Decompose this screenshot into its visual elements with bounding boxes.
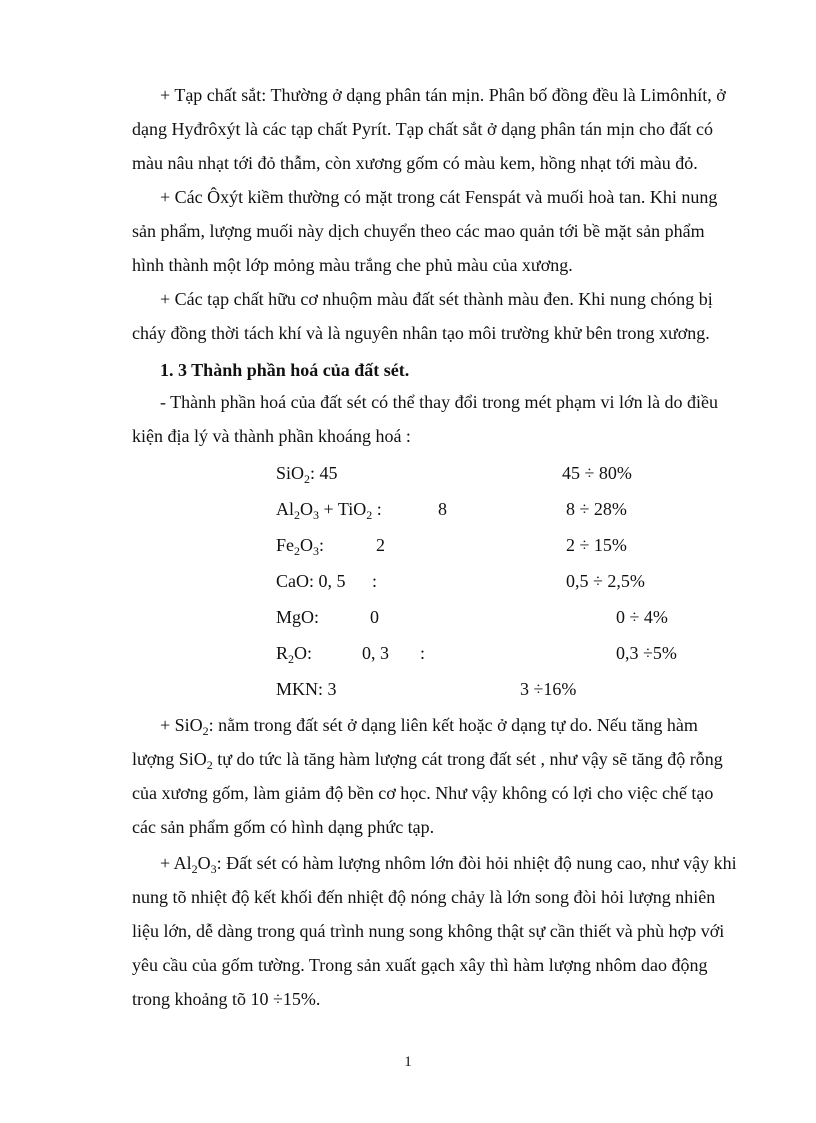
formula-part: O: bbox=[294, 643, 313, 663]
subscript: 2 bbox=[304, 472, 311, 486]
text-part: : Đất sét có hàm lượng nhôm lớn đòi hỏi nhiệt độ nung cao, như vậy khi bbox=[216, 853, 737, 873]
text-line: màu nâu nhạt tới đỏ thẫm, còn xương gốm có màu kem, hồng nhạt tới màu đỏ. bbox=[132, 153, 698, 173]
paragraph-alkali-oxides bbox=[132, 180, 759, 282]
text-line: cháy đồng thời tách khí và là nguyên nhân tạo môi trường khử bên trong xương. bbox=[132, 323, 710, 343]
paragraph-sio2 bbox=[132, 708, 759, 844]
paragraph-composition-intro bbox=[132, 385, 759, 453]
text-line bbox=[132, 742, 759, 776]
text-part: tự do tức là tăng hàm lượng cát trong đất sét , như vậy sẽ tăng độ rỗng bbox=[212, 749, 723, 769]
subscript: 2 bbox=[294, 544, 300, 558]
row-cao-colon: : bbox=[372, 571, 378, 591]
row-r2o-label bbox=[276, 636, 312, 670]
subscript: 2 bbox=[202, 724, 209, 738]
text-line: + Các tạp chất hữu cơ nhuộm màu đất sét thành màu đen. Khi nung chóng bị bbox=[160, 289, 713, 309]
subscript: 3 bbox=[210, 862, 217, 876]
subscript: 3 bbox=[313, 544, 319, 558]
formula-part: O bbox=[300, 535, 313, 555]
row-al2o3-label bbox=[276, 492, 382, 526]
row-cao-range: 0,5 ÷ 2,5% bbox=[566, 571, 645, 591]
text-line: hình thành một lớp mỏng màu trắng che phủ màu của xương. bbox=[132, 255, 573, 275]
row-mkn-label: MKN: 3 bbox=[276, 679, 337, 699]
paragraph-iron-impurities bbox=[132, 78, 759, 180]
row-r2o-value: 0, 3 bbox=[362, 643, 389, 663]
text-line: kiện địa lý và thành phần khoáng hoá : bbox=[132, 426, 411, 446]
formula-part: SiO bbox=[276, 463, 305, 483]
row-sio2-label bbox=[276, 456, 338, 490]
subscript: 2 bbox=[294, 508, 300, 522]
subscript: 2 bbox=[206, 758, 213, 772]
text-line bbox=[132, 846, 759, 880]
formula-part: R bbox=[276, 643, 289, 663]
formula-part: : bbox=[372, 499, 382, 519]
text-line: nung tõ nhiệt độ kết khối đến nhiệt độ nóng chảy là lớn song đòi hỏi lượng nhiên bbox=[132, 887, 716, 907]
text-part: + Al bbox=[160, 853, 192, 873]
row-mgo-label: MgO: bbox=[276, 607, 320, 627]
formula-part: Fe bbox=[276, 535, 294, 555]
text-line: trong khoảng tõ 10 ÷15%. bbox=[132, 989, 321, 1009]
text-line: của xương gốm, làm giảm độ bền cơ học. Như vậy không có lợi cho việc chế tạo bbox=[132, 783, 714, 803]
paragraph-al2o3 bbox=[132, 846, 759, 1016]
row-r2o-colon: : bbox=[420, 643, 426, 663]
formula-part: Al bbox=[276, 499, 294, 519]
subscript: 3 bbox=[313, 508, 319, 522]
subscript: 2 bbox=[366, 508, 373, 522]
row-al2o3-range: 8 ÷ 28% bbox=[566, 499, 627, 519]
row-al2o3-value: 8 bbox=[438, 499, 447, 519]
section-heading: 1. 3 Thành phần hoá của đất sét. bbox=[160, 360, 410, 380]
text-line: + Tạp chất sắt: Thường ở dạng phân tán mịn. Phân bố đồng đều là Limônhít, ở bbox=[160, 85, 726, 105]
subscript: 2 bbox=[288, 652, 295, 666]
formula-part: : bbox=[319, 535, 325, 555]
text-line: các sản phẩm gốm có hình dạng phức tạp. bbox=[132, 817, 435, 837]
formula-part: : 45 bbox=[310, 463, 338, 483]
text-line: yêu cầu của gốm tường. Trong sản xuất gạch xây thì hàm lượng nhôm dao động bbox=[132, 955, 708, 975]
row-fe2o3-range: 2 ÷ 15% bbox=[566, 535, 627, 555]
text-line bbox=[132, 708, 759, 742]
row-fe2o3-value: 2 bbox=[376, 535, 385, 555]
row-r2o-range: 0,3 ÷5% bbox=[616, 643, 677, 663]
subscript: 2 bbox=[191, 862, 198, 876]
formula-part: O bbox=[300, 499, 313, 519]
text-part: : nằm trong đất sét ở dạng liên kết hoặc ở dạng tự do. Nếu tăng hàm bbox=[208, 715, 698, 735]
text-part: O bbox=[197, 853, 211, 873]
page-number: 1 bbox=[404, 1054, 412, 1070]
text-line: + Các Ôxýt kiềm thường có mặt trong cát Fenspát và muối hoà tan. Khi nung bbox=[160, 187, 718, 207]
row-sio2-range: 45 ÷ 80% bbox=[562, 463, 632, 483]
text-line: sản phẩm, lượng muối này dịch chuyển theo các mao quản tới bề mặt sản phẩm bbox=[132, 221, 705, 241]
paragraph-organic-impurities bbox=[132, 282, 759, 350]
formula-part: + TiO bbox=[319, 499, 367, 519]
row-fe2o3-label bbox=[276, 528, 324, 562]
text-part: lượng SiO bbox=[132, 749, 207, 769]
row-mgo-range: 0 ÷ 4% bbox=[616, 607, 668, 627]
text-line: liệu lớn, dễ dàng trong quá trình nung song không thật sự cần thiết và phù hợp với bbox=[132, 921, 725, 941]
row-cao-label: CaO: 0, 5 bbox=[276, 571, 346, 591]
text-line: - Thành phần hoá của đất sét có thể thay đổi trong mét phạm vi lớn là do điều bbox=[160, 392, 719, 412]
row-mkn-range: 3 ÷16% bbox=[520, 679, 577, 699]
row-mgo-value: 0 bbox=[370, 607, 379, 627]
text-line: dạng Hyđrôxýt là các tạp chất Pyrít. Tạp chất sắt ở dạng phân tán mịn cho đất có bbox=[132, 119, 714, 139]
text-part: + SiO bbox=[160, 715, 203, 735]
